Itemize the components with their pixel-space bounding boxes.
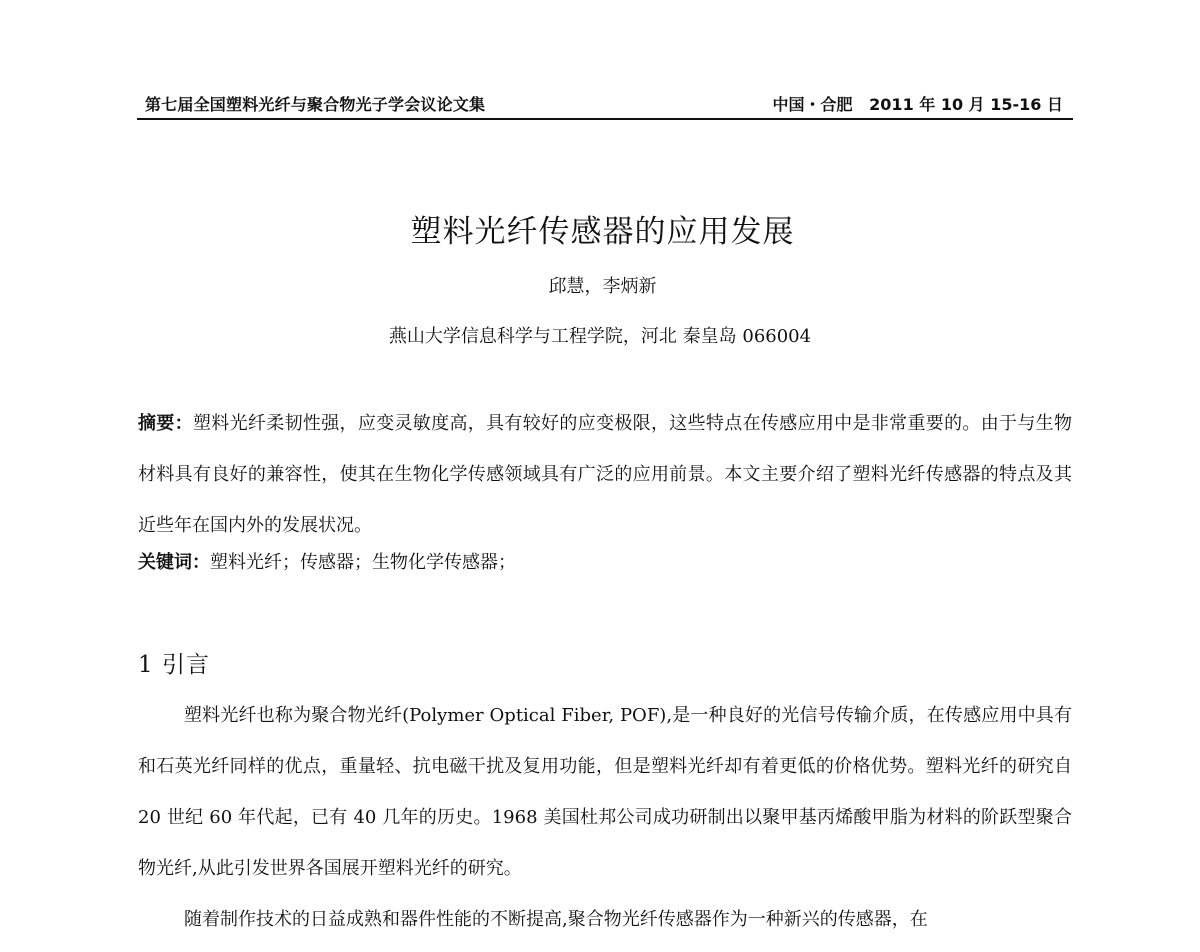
paper-title: 塑料光纤传感器的应用发展	[410, 214, 795, 250]
paper-authors: 邱慧，李炳新	[548, 276, 657, 297]
author-affiliation: 燕山大学信息科学与工程学院，河北 秦皇岛 066004	[388, 326, 812, 347]
abstract	[138, 398, 1072, 551]
header-location-date: 中国・合肥 2011 年 10 月 15-16 日	[772, 95, 1063, 114]
keywords-label: 关键词：	[138, 552, 210, 573]
body-paragraph: 塑料光纤也称为聚合物光纤(Polymer Optical Fiber, POF),是一种良好的光信号传输介质，在传感应用中具有和石英光纤同样的优点，重量轻、抗电磁干扰及复用功能，但是塑料光纤却有着更低的价格优势。塑料光纤的研究自 20 世纪 60 年代起，已有 40 几年的历史。1968 美国杜邦公司成功研制出以聚甲基丙烯酸甲脂为材料的阶跃型聚合物光纤,从此引发世界各国展开塑料光纤的研究。	[138, 705, 1072, 879]
keywords-text: 塑料光纤；传感器；生物化学传感器；	[210, 552, 516, 573]
section-heading-introduction: 1 引言	[138, 652, 210, 678]
header-proceedings-title: 第七届全国塑料光纤与聚合物光子学会议论文集	[145, 95, 486, 114]
body-paragraph: 随着制作技术的日益成熟和器件性能的不断提高,聚合物光纤传感器作为一种新兴的传感器，在	[184, 909, 928, 930]
keywords	[138, 551, 1072, 575]
running-header	[137, 90, 1073, 120]
abstract-label: 摘要：	[138, 413, 193, 434]
abstract-text: 塑料光纤柔韧性强，应变灵敏度高，具有较好的应变极限，这些特点在传感应用中是非常重要的。由于与生物材料具有良好的兼容性，使其在生物化学传感领域具有广泛的应用前景。本文主要介绍了塑料光纤传感器的特点及其近些年在国内外的发展状况。	[138, 413, 1073, 536]
